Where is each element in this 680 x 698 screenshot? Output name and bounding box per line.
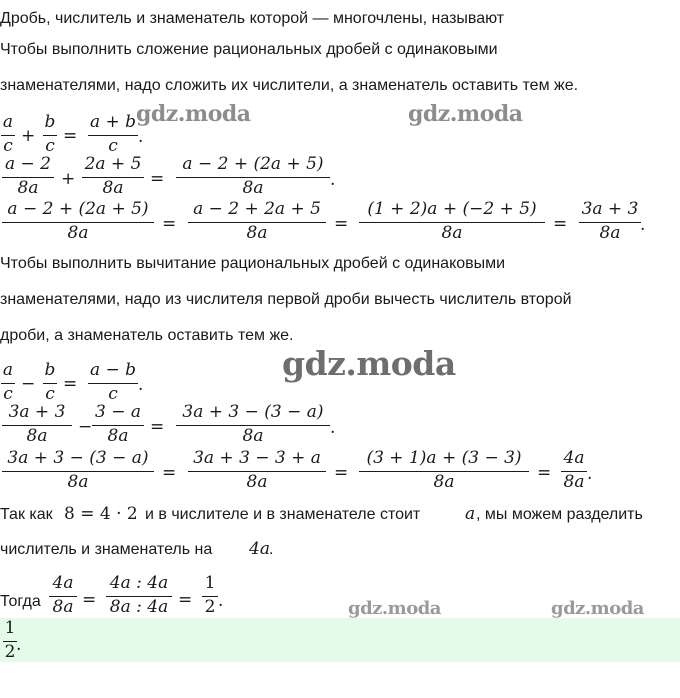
period: . bbox=[330, 170, 336, 190]
denominator: 8a bbox=[246, 472, 268, 492]
numerator: a − b bbox=[89, 360, 137, 380]
denominator: 8a bbox=[242, 178, 264, 198]
denominator: 8a bbox=[67, 472, 89, 492]
period: . bbox=[218, 591, 224, 611]
denominator: 8a : 4a bbox=[109, 597, 169, 617]
numerator: 3a + 3 bbox=[581, 199, 639, 219]
period: . bbox=[330, 418, 336, 438]
fraction bbox=[359, 201, 545, 245]
subtraction-rule-line3: дроби, а знаменатель оставить тем же. bbox=[0, 327, 294, 344]
denominator: c bbox=[3, 384, 13, 404]
then-label: Тогда bbox=[0, 593, 41, 610]
watermark: gdz.moda bbox=[551, 598, 644, 619]
denominator: 2 bbox=[204, 597, 216, 617]
denominator: 2 bbox=[4, 642, 16, 662]
numerator: (3 + 1)a + (3 − 3) bbox=[366, 448, 522, 468]
fraction bbox=[176, 156, 330, 196]
denominator: 8a bbox=[599, 223, 621, 243]
fraction bbox=[2, 156, 54, 196]
denominator: 8a bbox=[26, 426, 48, 446]
period: . bbox=[587, 464, 593, 484]
denominator: 8a bbox=[67, 223, 89, 243]
equals-sign: = bbox=[63, 126, 78, 146]
numerator: a − 2 + (2a + 5) bbox=[182, 154, 324, 174]
fraction bbox=[88, 362, 138, 402]
denominator: 8a bbox=[433, 472, 455, 492]
numerator: a bbox=[2, 112, 14, 132]
intro-text: Дробь, числитель и знаменатель которой — многочлены, называют bbox=[0, 10, 505, 27]
equals-sign: = bbox=[82, 590, 97, 610]
watermark: gdz.moda bbox=[136, 101, 251, 127]
answer-fraction bbox=[3, 620, 17, 662]
since-text: числитель и знаменатель на bbox=[0, 541, 213, 558]
fraction bbox=[579, 201, 641, 245]
fraction bbox=[176, 404, 330, 444]
fraction bbox=[188, 450, 326, 494]
numerator: 3a + 3 − (3 − a) bbox=[182, 402, 324, 422]
numerator: 3 − a bbox=[94, 402, 141, 422]
watermark: gdz.moda bbox=[408, 101, 523, 127]
denominator: 8a bbox=[246, 223, 268, 243]
fraction bbox=[1, 114, 15, 154]
since-text: , мы можем разделить bbox=[476, 506, 643, 523]
plus-sign: + bbox=[61, 169, 76, 189]
math-inline: a bbox=[465, 504, 476, 524]
fraction bbox=[359, 450, 529, 494]
numerator: 4a : 4a bbox=[109, 573, 169, 593]
fraction bbox=[92, 404, 144, 444]
fraction bbox=[88, 114, 138, 154]
equals-sign: = bbox=[162, 214, 177, 234]
fraction bbox=[2, 404, 72, 444]
numerator: 4a bbox=[563, 448, 585, 468]
denominator: 8a bbox=[441, 223, 463, 243]
addition-rule-line1: Чтобы выполнить сложение рациональных дробей с одинаковыми bbox=[0, 41, 498, 58]
equals-sign: = bbox=[150, 169, 165, 189]
numerator: a − 2 + 2a + 5 bbox=[193, 199, 321, 219]
denominator: c bbox=[3, 136, 13, 156]
math-inline: 4a bbox=[249, 539, 270, 559]
numerator: a − 2 bbox=[4, 154, 51, 174]
equals-sign: = bbox=[63, 374, 78, 394]
addition-rule-line2: знаменателями, надо сложить их числители, а знаменатель оставить тем же. bbox=[0, 77, 579, 94]
plus-sign: + bbox=[21, 126, 36, 146]
numerator: b bbox=[44, 360, 56, 380]
period: . bbox=[16, 635, 22, 655]
period: . bbox=[138, 375, 144, 395]
fraction bbox=[43, 114, 57, 154]
denominator: 8a bbox=[102, 178, 124, 198]
since-text: . bbox=[269, 541, 274, 558]
numerator: a bbox=[2, 360, 14, 380]
fraction bbox=[82, 156, 144, 196]
denominator: 8a bbox=[107, 426, 129, 446]
denominator: c bbox=[45, 136, 55, 156]
period: . bbox=[640, 215, 646, 235]
equals-sign: = bbox=[162, 463, 177, 483]
fraction bbox=[43, 362, 57, 402]
equals-sign: = bbox=[537, 463, 552, 483]
numerator: a − 2 + (2a + 5) bbox=[7, 199, 149, 219]
fraction bbox=[561, 450, 587, 494]
subtraction-rule-line2: знаменателями, надо из числителя первой дроби вычесть числитель второй bbox=[0, 291, 572, 308]
numerator: 3a + 3 − 3 + a bbox=[193, 448, 321, 468]
numerator: (1 + 2)a + (−2 + 5) bbox=[367, 199, 537, 219]
numerator: 3a + 3 − (3 − a) bbox=[7, 448, 149, 468]
denominator: c bbox=[108, 136, 118, 156]
subtraction-rule-line1: Чтобы выполнить вычитание рациональных дробей с одинаковыми bbox=[0, 255, 506, 272]
numerator: 1 bbox=[204, 573, 216, 593]
equals-sign: = bbox=[553, 214, 568, 234]
numerator: 3a + 3 bbox=[8, 402, 66, 422]
fraction bbox=[2, 201, 154, 245]
numerator: 2a + 5 bbox=[84, 154, 142, 174]
fraction bbox=[49, 575, 77, 615]
equals-sign: = bbox=[178, 590, 193, 610]
numerator: a + b bbox=[89, 112, 137, 132]
numerator: 4a bbox=[52, 573, 74, 593]
denominator: c bbox=[45, 384, 55, 404]
numerator: b bbox=[44, 112, 56, 132]
period: . bbox=[138, 127, 144, 147]
numerator: 1 bbox=[4, 618, 16, 638]
since-text: и в числителе и в знаменателе стоит bbox=[145, 506, 421, 523]
equals-sign: = bbox=[334, 214, 349, 234]
equals-sign: = bbox=[150, 417, 165, 437]
fraction bbox=[188, 201, 326, 245]
fraction bbox=[106, 575, 172, 615]
minus-sign: − bbox=[21, 374, 36, 394]
minus-sign: − bbox=[78, 417, 93, 437]
denominator: 8a bbox=[17, 178, 39, 198]
denominator: 8a bbox=[563, 472, 585, 492]
watermark: gdz.moda bbox=[348, 598, 441, 619]
since-text: Так как bbox=[0, 506, 53, 523]
fraction bbox=[1, 362, 15, 402]
watermark: gdz.moda bbox=[282, 344, 456, 383]
denominator: c bbox=[108, 384, 118, 404]
fraction bbox=[202, 575, 218, 615]
fraction bbox=[2, 450, 154, 494]
denominator: 8a bbox=[242, 426, 264, 446]
math-inline: 8 = 4 · 2 bbox=[64, 504, 138, 524]
denominator: 8a bbox=[52, 597, 74, 617]
answer-box bbox=[0, 618, 680, 662]
equals-sign: = bbox=[334, 463, 349, 483]
